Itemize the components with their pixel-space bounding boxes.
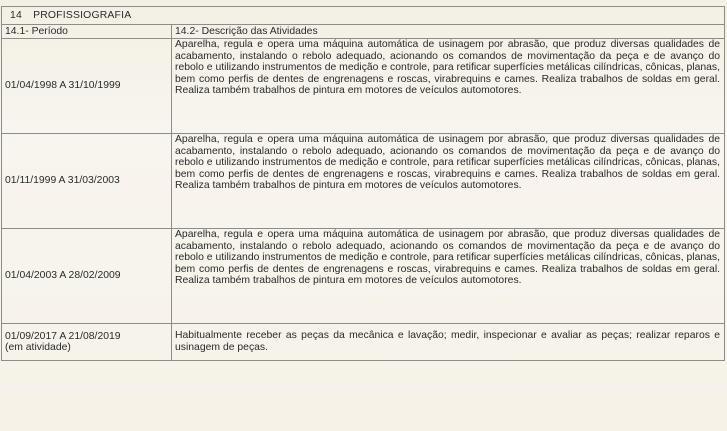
- period-cell: 01/04/2003 A 28/02/2009: [2, 229, 172, 324]
- section-title-text: PROFISSIOGRAFIA: [33, 9, 132, 21]
- header-period: 14.1- Período: [2, 25, 172, 39]
- period-status-note: (em atividade): [5, 342, 71, 353]
- table-row: [2, 39, 725, 134]
- table-row: [2, 134, 725, 229]
- description-cell: Aparelha, regula e opera uma máquina automática de usinagem por abrasão, que produz diversas qualidades de acabamento, instalando o rebolo adequado, acionando os comandos de movimentação da peça e de avanço do rebolo e utilizando instrumentos de medição e controle, para retificar superfícies metálicas cilíndricas, cônicas, planas, bem como perfis de dentes de engrenagens e roscas, virabrequins e cames. Realiza trabalhos de soldas em geral. Realiza também trabalhos de pintura em motores de veículos automotores.: [172, 39, 725, 134]
- section-number: 14: [10, 9, 22, 21]
- period-cell: 01/11/1999 A 31/03/2003: [2, 134, 172, 229]
- table-row: [2, 229, 725, 324]
- table-row: [2, 324, 725, 361]
- profissiografia-table: [1, 6, 725, 361]
- description-cell: Habitualmente receber as peças da mecânica e lavação; medir, inspecionar e avaliar as peças; realizar reparos e usinagem de peças.: [172, 324, 725, 361]
- period-cell: [2, 324, 172, 361]
- description-cell: Aparelha, regula e opera uma máquina automática de usinagem por abrasão, que produz diversas qualidades de acabamento, instalando o rebolo adequado, acionando os comandos de movimentação da peça e de avanço do rebolo e utilizando instrumentos de medição e controle, para retificar superfícies metálicas cilíndricas, cônicas, planas, bem como perfis de dentes de engrenagens e roscas, virabrequins e cames. Realiza trabalhos de soldas em geral. Realiza também trabalhos de pintura em motores de veículos automotores.: [172, 134, 725, 229]
- description-cell: Aparelha, regula e opera uma máquina automática de usinagem por abrasão, que produz diversas qualidades de acabamento, instalando o rebolo adequado, acionando os comandos de movimentação da peça e de avanço do rebolo e utilizando instrumentos de medição e controle, para retificar superfícies metálicas cilíndricas, cônicas, planas, bem como perfis de dentes de engrenagens e roscas, virabrequins e cames. Realiza trabalhos de soldas em geral. Realiza também trabalhos de pintura em motores de veículos automotores.: [172, 229, 725, 324]
- period-cell: 01/04/1998 A 31/10/1999: [2, 39, 172, 134]
- header-row: [2, 25, 725, 39]
- section-title-row: [2, 7, 725, 25]
- header-description: 14.2- Descrição das Atividades: [172, 25, 725, 39]
- period-dates: 01/09/2017 A 21/08/2019: [5, 330, 121, 342]
- section-title: [2, 7, 725, 25]
